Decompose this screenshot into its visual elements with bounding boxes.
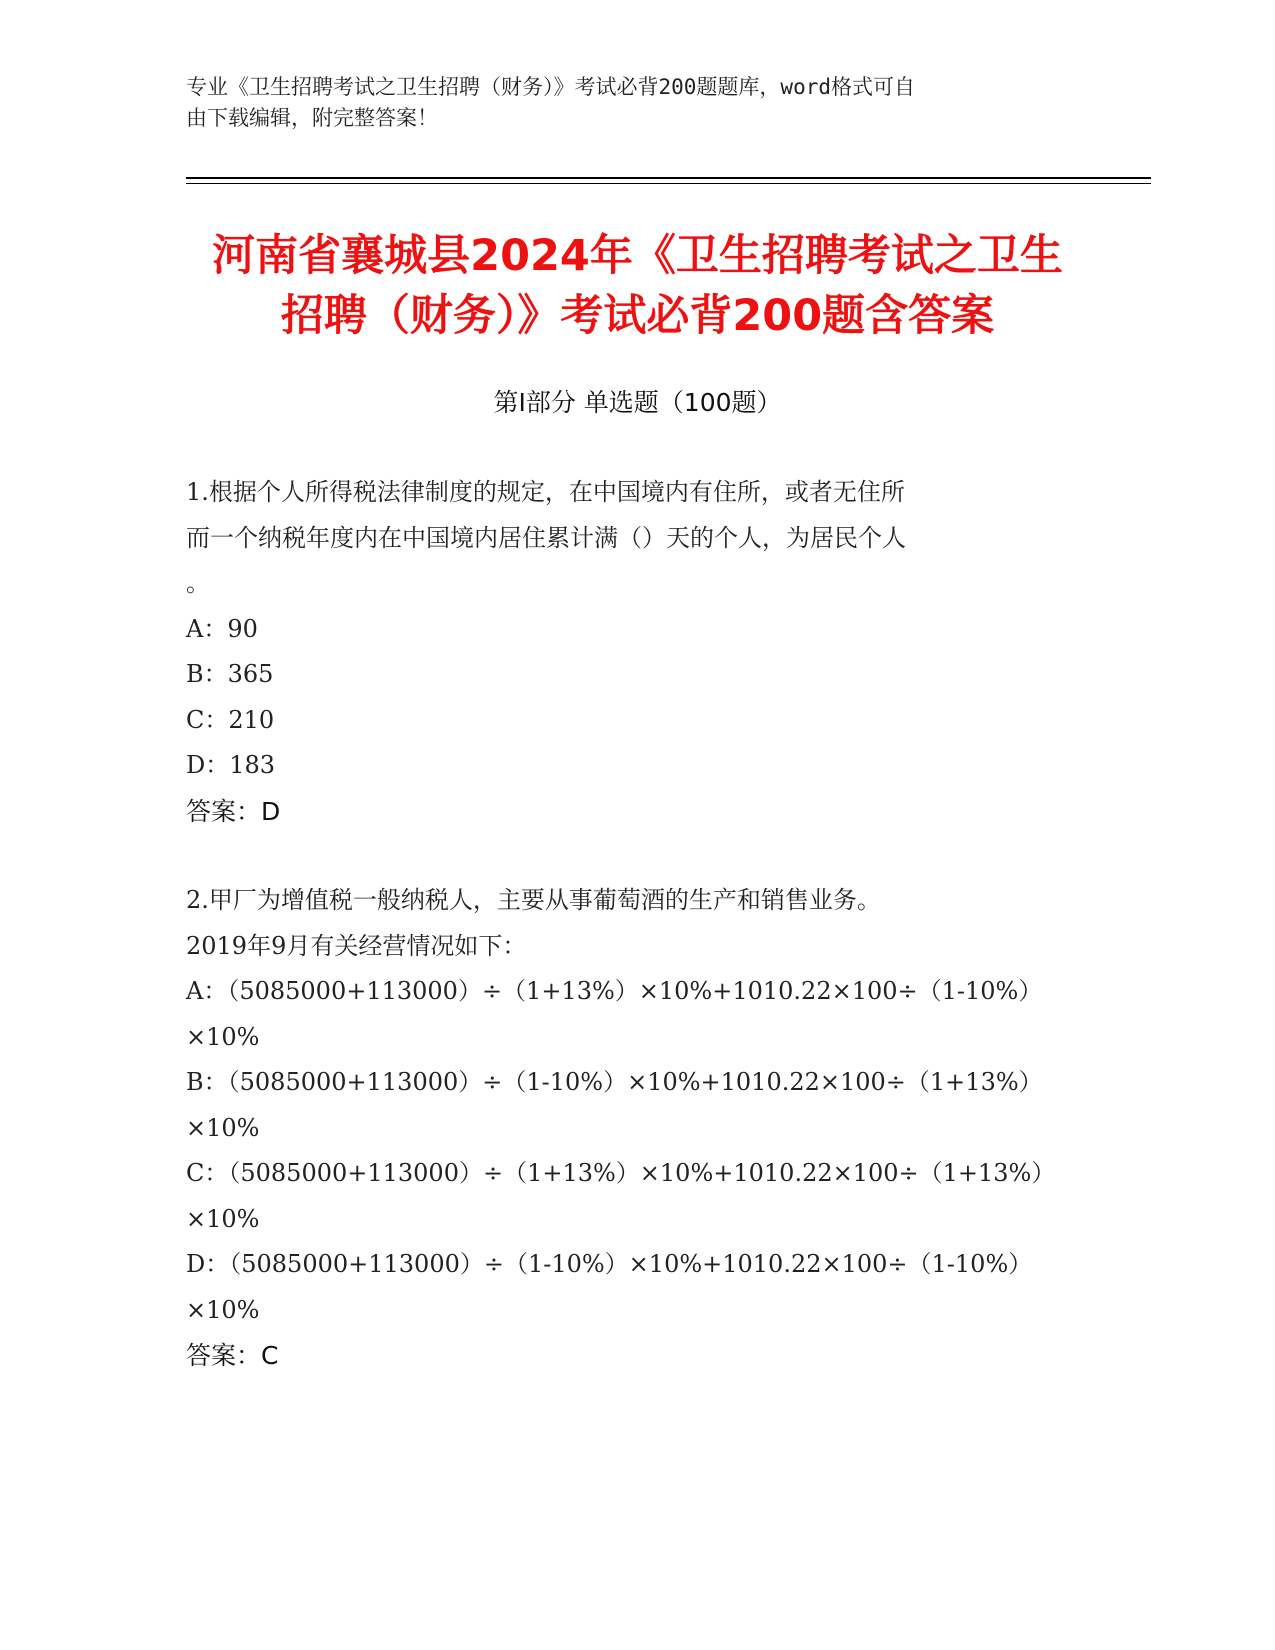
option-a: A：90	[186, 614, 258, 643]
document-title	[150, 226, 1125, 346]
header-note-line: 专业《卫生招聘考试之卫生招聘（财务）》考试必背200题题库，word格式可自	[186, 75, 915, 99]
document-title-line: 招聘（财务）》考试必背200题含答案	[280, 291, 995, 341]
option-d: D：183	[186, 751, 276, 779]
question-stem-line: 1.根据个人所得税法律制度的规定，在中国境内有住所，或者无住所	[186, 478, 905, 506]
section-heading: 第Ⅰ部分 单选题（100题）	[493, 388, 782, 417]
option-b: B：365	[186, 660, 274, 688]
option-c: C：（5085000+113000）÷（1+13%）×10%+1010.22×100÷（1+13%）	[186, 1159, 1056, 1187]
question-stem-line: 而一个纳税年度内在中国境内居住累计满（）天的个人，为居民个人	[186, 523, 906, 552]
option-a: A：（5085000+113000）÷（1+13%）×10%+1010.22×100÷（1-10%）	[186, 977, 1043, 1005]
option-d-continuation: ×10%	[186, 1295, 260, 1324]
header-divider	[186, 177, 1151, 179]
option-b: B：（5085000+113000）÷（1-10%）×10%+1010.22×100÷（1+13%）	[186, 1068, 1043, 1096]
option-b-continuation: ×10%	[186, 1113, 260, 1142]
option-c-continuation: ×10%	[186, 1204, 260, 1233]
question-block	[186, 878, 1086, 1379]
header-divider-thin	[186, 183, 1151, 184]
answer-line: 答案：C	[186, 1341, 279, 1370]
header-note	[186, 72, 1066, 134]
question-stem-line: 2.甲厂为增值税一般纳税人，主要从事葡萄酒的生产和销售业务。	[186, 886, 881, 914]
document-title-line: 河南省襄城县2024年《卫生招聘考试之卫生	[212, 231, 1063, 281]
option-a-continuation: ×10%	[186, 1022, 260, 1051]
header-note-line: 由下载编辑，附完整答案！	[186, 106, 438, 130]
question-stem-line: 2019年9月有关经营情况如下：	[186, 931, 527, 960]
option-c: C：210	[186, 705, 275, 734]
question-block	[186, 470, 1086, 834]
answer-line: 答案：D	[186, 796, 281, 826]
option-d: D：（5085000+113000）÷（1-10%）×10%+1010.22×100÷（1-10%）	[186, 1250, 1033, 1278]
question-stem-line: 。	[186, 569, 210, 597]
